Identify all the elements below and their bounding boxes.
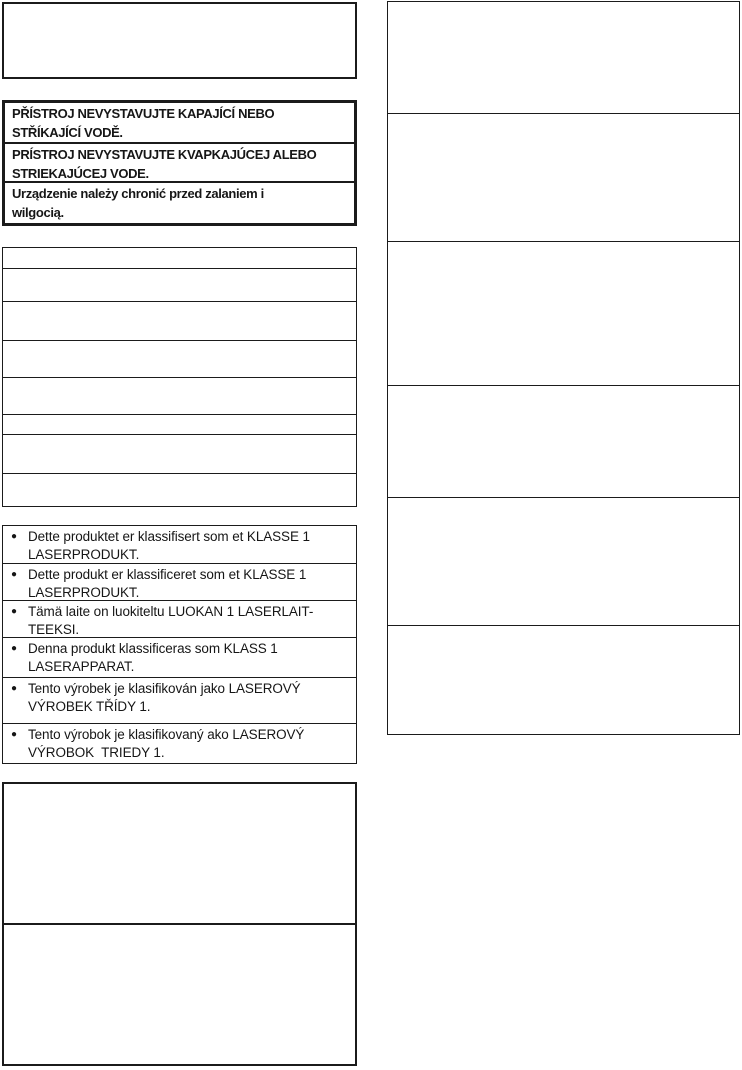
warning-text-line: STRIEKAJÚCEJ VODE. <box>12 165 149 181</box>
laser-item-slovak <box>3 724 356 762</box>
empty-table-right <box>387 1 740 735</box>
laser-item-text <box>28 566 306 601</box>
empty-table-row <box>3 341 356 378</box>
warning-row-slovak <box>5 144 354 183</box>
laser-item-norwegian <box>3 526 356 564</box>
laser-item-swedish <box>3 638 356 678</box>
empty-table-row <box>388 2 739 114</box>
bullet-icon: ● <box>11 606 18 617</box>
laser-item-czech <box>3 678 356 724</box>
warning-text-line: Urządzenie należy chronić przed zalaniem i <box>12 186 264 201</box>
warning-row-polish <box>5 183 354 223</box>
laser-item-text <box>28 528 310 564</box>
empty-panel-row <box>4 925 355 1064</box>
warning-text-line: PŘÍSTROJ NEVYSTAVUJTE KAPAJÍCÍ NEBO <box>12 106 275 121</box>
laser-item-text <box>28 726 304 762</box>
warning-text-line: STŘÍKAJÍCÍ VODĚ. <box>12 124 123 140</box>
empty-table-row <box>388 386 739 498</box>
warning-row-czech <box>5 103 354 144</box>
laser-text-line: VÝROBOK TRIEDY 1. <box>28 745 165 760</box>
laser-text-line: LASERPRODUKT. <box>28 547 140 562</box>
laser-text-line: LASERAPPARAT. <box>28 659 135 674</box>
laser-text-line: LASERPRODUKT. <box>28 585 140 600</box>
empty-table-row <box>3 378 356 415</box>
laser-text-line: VÝROBEK TŘÍDY 1. <box>28 699 151 714</box>
moisture-warning-table <box>2 100 357 226</box>
empty-table-row <box>388 114 739 242</box>
empty-table-row <box>3 248 356 269</box>
empty-table-row <box>3 415 356 435</box>
laser-text-line: Dette produktet er klassifisert som et KLASSE 1 <box>28 529 310 544</box>
empty-table-row <box>3 302 356 341</box>
warning-text-line: PRÍSTROJ NEVYSTAVUJTE KVAPKAJÚCEJ ALEBO <box>12 147 317 162</box>
empty-table-row <box>388 242 739 386</box>
laser-text-line: Tämä laite on luokiteltu LUOKAN 1 LASERLAIT- <box>28 604 314 619</box>
laser-item-text <box>28 640 278 676</box>
laser-text-line: Dette produkt er klassificeret som et KLASSE 1 <box>28 567 307 582</box>
empty-table-left <box>2 247 357 507</box>
laser-text-line: Tento výrobek je klasifikován jako LASEROVÝ <box>28 681 301 696</box>
empty-panel-bottom-left <box>2 782 357 1066</box>
laser-item-text <box>28 603 313 638</box>
empty-table-row <box>388 626 739 733</box>
bullet-icon: ● <box>11 729 18 740</box>
empty-table-row <box>3 435 356 474</box>
empty-panel-top-left <box>2 2 357 79</box>
laser-text-line: TEEKSI. <box>28 622 80 637</box>
bullet-icon: ● <box>11 569 18 580</box>
empty-table-row <box>388 498 739 626</box>
empty-table-row <box>3 269 356 302</box>
empty-table-row <box>3 474 356 505</box>
bullet-icon: ● <box>11 643 18 654</box>
laser-text-line: Denna produkt klassificeras som KLASS 1 <box>28 641 278 656</box>
laser-item-text <box>28 680 301 716</box>
laser-classification-table <box>2 525 357 764</box>
laser-text-line: Tento výrobok je klasifikovaný ako LASEROVÝ <box>28 727 305 742</box>
empty-panel-row <box>4 784 355 925</box>
warning-text-line: wilgocią. <box>12 204 64 220</box>
laser-item-finnish <box>3 601 356 638</box>
bullet-icon: ● <box>11 531 18 542</box>
bullet-icon: ● <box>11 683 18 694</box>
laser-item-danish <box>3 564 356 601</box>
